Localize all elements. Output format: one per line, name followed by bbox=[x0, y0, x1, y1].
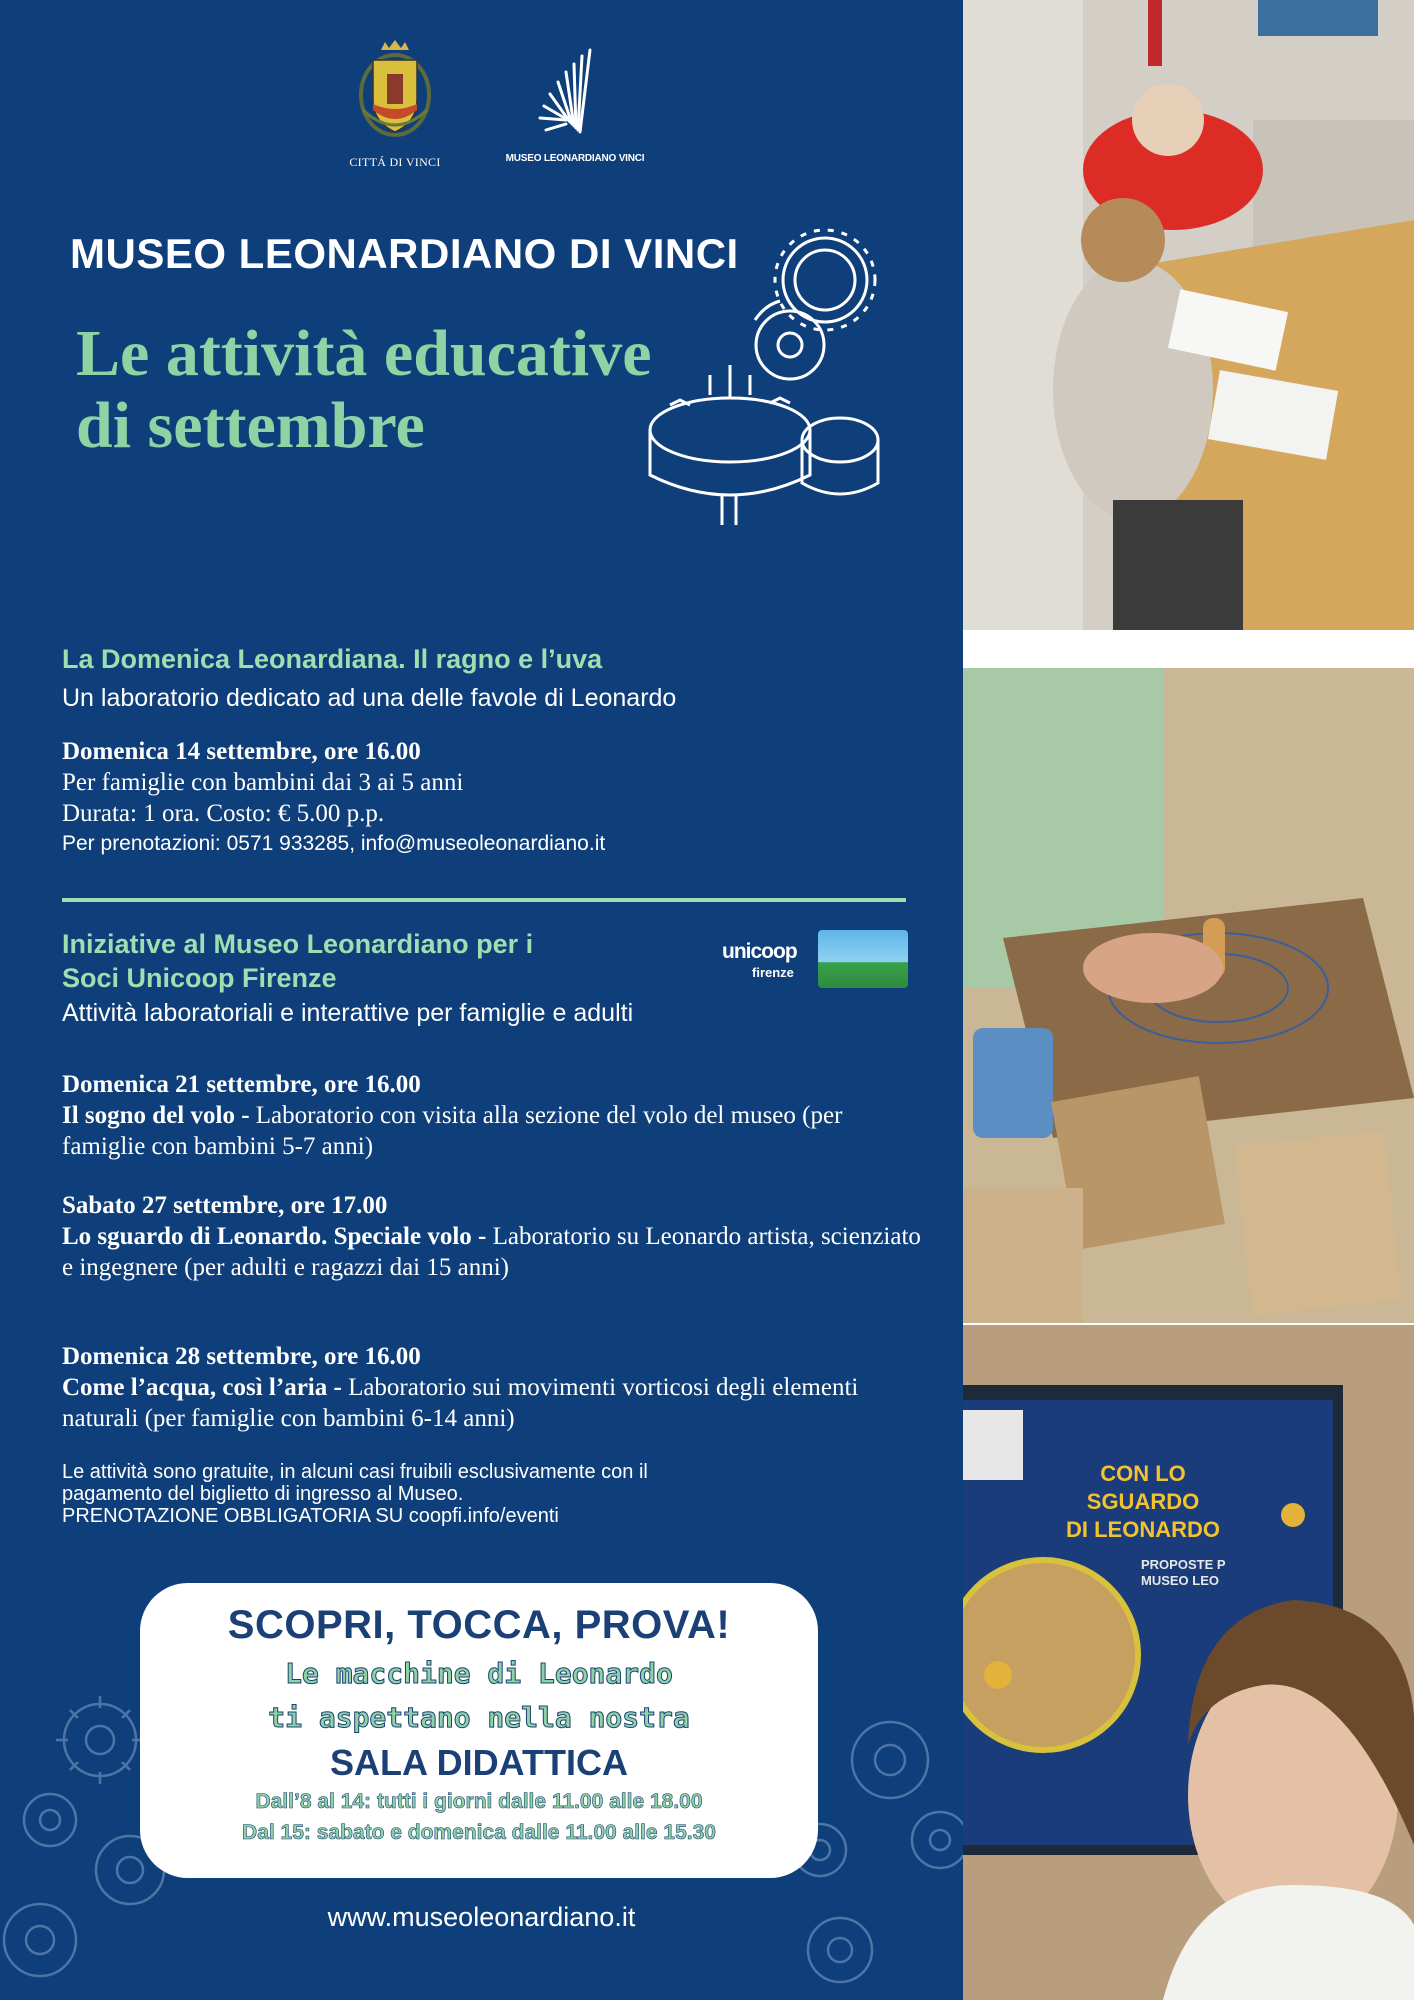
museum-wing-icon bbox=[530, 40, 620, 140]
subtitle-line-1: Le attività educative bbox=[76, 317, 652, 390]
section2-subheading: Attività laboratoriali e interattive per famiglie e adulti bbox=[62, 999, 634, 1027]
event-date: Domenica 21 settembre, ore 16.00 bbox=[62, 1071, 421, 1098]
page-subtitle bbox=[76, 318, 836, 462]
subtitle-line-2: di settembre bbox=[76, 389, 425, 462]
event-title: Come l’acqua, così l’aria - bbox=[62, 1374, 342, 1401]
section-divider bbox=[62, 898, 906, 902]
section2-heading-line-1: Iniziative al Museo Leonardiano per i bbox=[62, 929, 534, 959]
coat-of-arms-icon bbox=[355, 40, 435, 140]
logo-left-label: CITTÁ DI VINCI bbox=[349, 155, 441, 169]
event-description: Laboratorio con visita alla sezione del volo del museo (per famiglie con bambini 5-7 anni) bbox=[62, 1102, 843, 1160]
main-title: MUSEO LEONARDIANO DI VINCI bbox=[70, 230, 739, 277]
event-item bbox=[62, 1341, 922, 1434]
section1-subheading: Un laboratorio dedicato ad una delle favole di Leonardo bbox=[62, 684, 677, 712]
event-item bbox=[62, 1190, 922, 1283]
logo-right-label: MUSEO LEONARDIANO VINCI bbox=[505, 153, 645, 164]
photo-separator bbox=[963, 630, 1414, 668]
cta-headline: SCOPRI, TOCCA, PROVA! bbox=[227, 1603, 731, 1647]
cta-box bbox=[140, 1583, 818, 1878]
photo-hands-workshop-image bbox=[963, 668, 1414, 1323]
museo-leonardiano-logo bbox=[495, 40, 655, 164]
event-date: Sabato 27 settembre, ore 17.00 bbox=[62, 1192, 388, 1219]
photo-adults-drawing-image bbox=[963, 0, 1414, 630]
section1-date: Domenica 14 settembre, ore 16.00 bbox=[62, 738, 421, 765]
section1-duration: Durata: 1 ora. Costo: € 5.00 p.p. bbox=[62, 800, 385, 827]
section1-heading: La Domenica Leonardiana. Il ragno e l’uva bbox=[62, 644, 603, 674]
event-description: Laboratorio su Leonardo artista, scienziato e ingegnere (per adulti e ragazzi dai 15 anni) bbox=[62, 1223, 921, 1281]
section2-heading-line-2: Soci Unicoop Firenze bbox=[62, 963, 337, 993]
photo-column bbox=[963, 0, 1414, 2000]
notes bbox=[62, 1461, 922, 1527]
event-item bbox=[62, 1069, 922, 1162]
citta-di-vinci-logo bbox=[340, 40, 450, 170]
event-title: Il sogno del volo - bbox=[62, 1102, 250, 1129]
section-unicoop bbox=[62, 927, 922, 1527]
note-line-1: Le attività sono gratuite, in alcuni casi fruibili esclusivamente con il bbox=[62, 1461, 648, 1483]
cta-hours-2: Dal 15: sabato e domenica dalle 11.00 alle 15.30 bbox=[242, 1821, 716, 1844]
section-domenica-leonardiana bbox=[62, 642, 922, 857]
cta-hours-1: Dall’8 al 14: tutti i giorni dalle 11.00 alle 18.00 bbox=[255, 1790, 703, 1813]
cta-line-1: Le macchine di Leonardo bbox=[285, 1657, 673, 1690]
photo-girl-screen bbox=[963, 1325, 1414, 2000]
section1-booking: Per prenotazioni: 0571 933285, info@museoleonardiano.it bbox=[62, 832, 606, 855]
photo-adults-drawing bbox=[963, 0, 1414, 630]
unicoop-logo-sub: firenze bbox=[752, 965, 794, 980]
photo-girl-screen-image bbox=[963, 1325, 1414, 2000]
cta-place: SALA DIDATTICA bbox=[330, 1742, 628, 1783]
screen-title: CON LO SGUARDO DI LEONARDO bbox=[1066, 1461, 1220, 1542]
website-link[interactable]: www.museoleonardiano.it bbox=[327, 1902, 636, 1932]
note-line-2: pagamento del biglietto di ingresso al Museo. bbox=[62, 1483, 464, 1505]
cta-line-2: ti aspettano nella nostra bbox=[268, 1701, 690, 1734]
event-title: Lo sguardo di Leonardo. Speciale volo - bbox=[62, 1223, 487, 1250]
note-line-3: PRENOTAZIONE OBBLIGATORIA SU coopfi.info/eventi bbox=[62, 1505, 559, 1527]
event-date: Domenica 28 settembre, ore 16.00 bbox=[62, 1343, 421, 1370]
photo-hands-workshop bbox=[963, 668, 1414, 1323]
event-description: Laboratorio sui movimenti vorticosi degli elementi naturali (per famiglie con bambini 6-14 anni) bbox=[62, 1374, 859, 1432]
screen-subtitle: PROPOSTE P MUSEO LEO bbox=[1141, 1557, 1226, 1588]
section1-audience: Per famiglie con bambini dai 3 ai 5 anni bbox=[62, 769, 464, 796]
unicoop-logo-text: unicoop bbox=[722, 940, 797, 963]
